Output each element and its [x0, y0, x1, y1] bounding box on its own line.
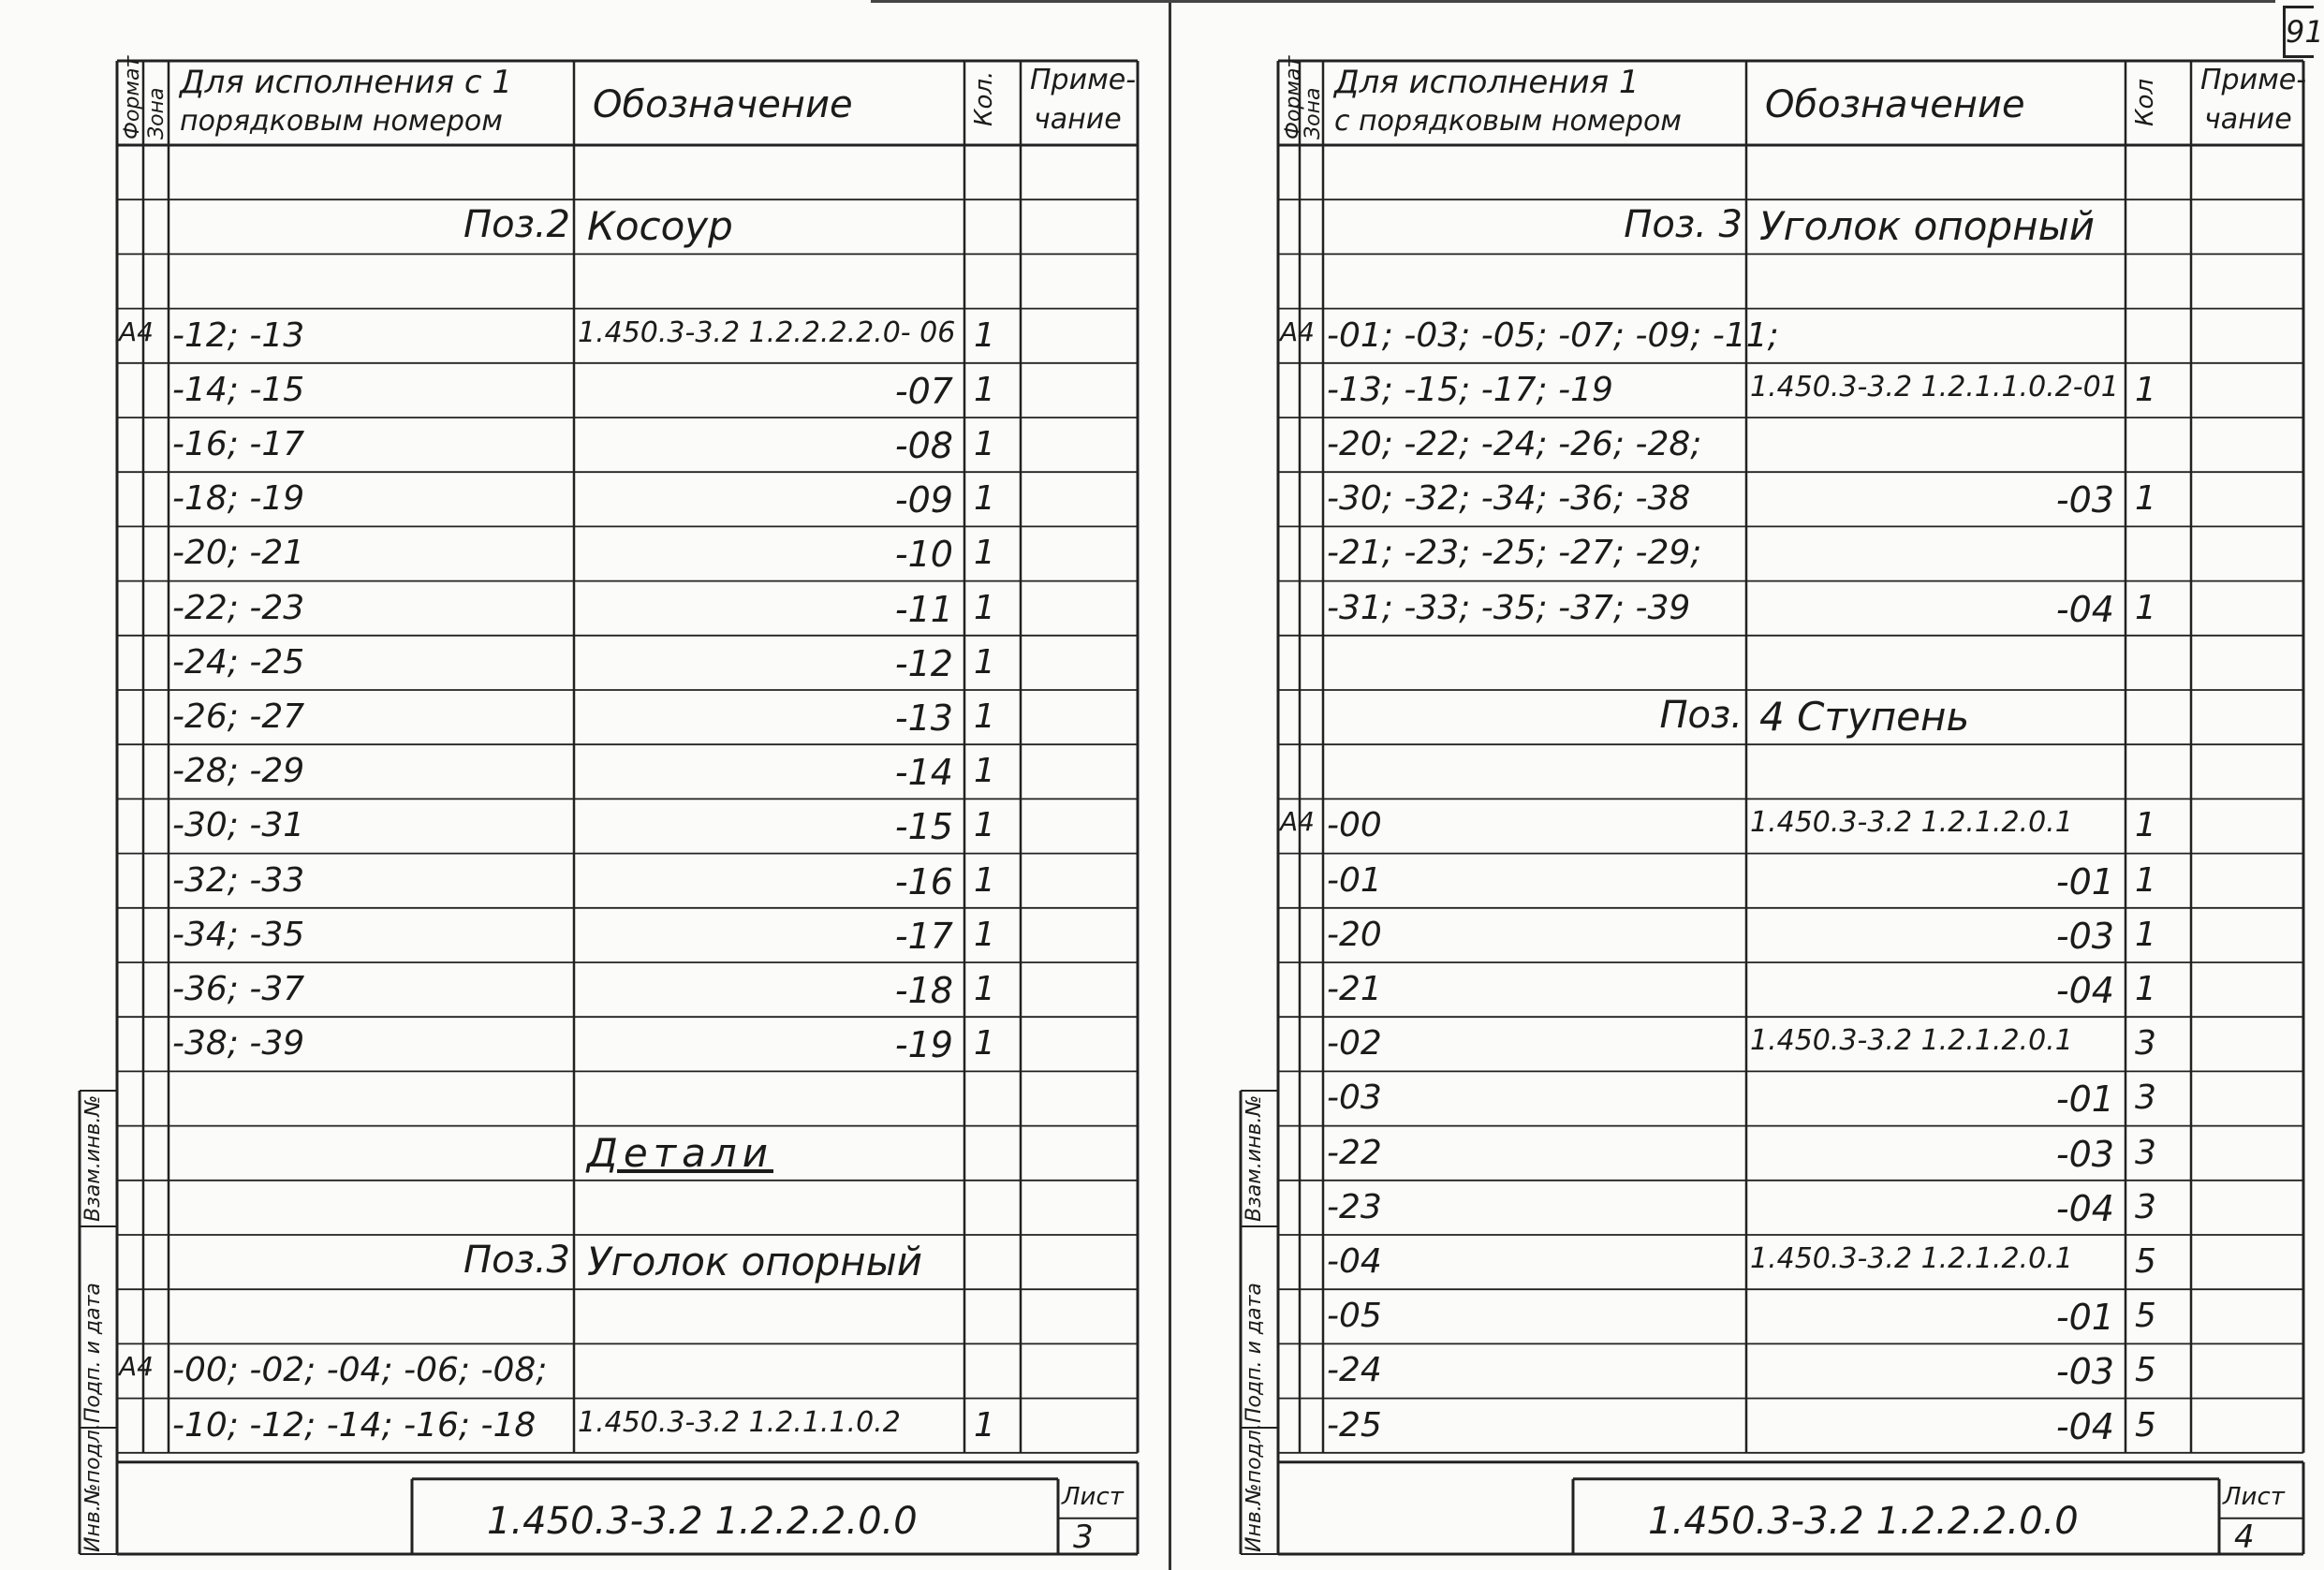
- row-designation: 1.450.3-3.2 1.2.1.2.0.1: [1750, 806, 2073, 840]
- header-variant-line1: Для исполнения 1: [1334, 64, 1640, 101]
- header-zone: Зона: [1302, 87, 1325, 139]
- header-note-line2: чание: [1034, 103, 1122, 136]
- row-variant: -20; -22; -24; -26; -28;: [1327, 425, 1702, 463]
- row-designation: -01: [2055, 1078, 2114, 1121]
- left-sheet: [51, 0, 1147, 1570]
- row-variant: -00; -02; -04; -06; -08;: [172, 1351, 548, 1390]
- row-qty: 1: [974, 588, 995, 627]
- row-variant: -25: [1327, 1405, 1382, 1445]
- row-qty: 1: [2135, 479, 2156, 519]
- row-qty: 1: [2135, 860, 2156, 900]
- row-variant: -04: [1327, 1242, 1382, 1281]
- row-designation: -13: [894, 697, 953, 739]
- row-variant: -38; -39: [172, 1024, 305, 1064]
- row-variant: -30; -31: [172, 806, 305, 845]
- row-designation: -11: [894, 588, 953, 630]
- row-qty: 1: [974, 534, 995, 573]
- stamp-doc-number: 1.450.3-3.2 1.2.2.2.0.0: [1648, 1499, 2079, 1543]
- row-qty: 5: [2135, 1405, 2156, 1445]
- row-variant: -21: [1327, 970, 1382, 1008]
- row-qty: 1: [974, 370, 995, 409]
- row-variant: -00: [1327, 806, 1382, 845]
- row-designation: -03: [2055, 915, 2114, 957]
- row-qty: 1: [2135, 915, 2156, 954]
- stamp-sheet-number: 3: [1073, 1518, 1094, 1556]
- row-designation: 1.450.3-3.2 1.2.1.1.0.2-01: [1750, 370, 2119, 404]
- side-label-sign-date: Подп. и дата: [81, 1283, 105, 1423]
- header-note-line1: Приме-: [2200, 64, 2307, 96]
- header-format: Формат: [1282, 55, 1305, 139]
- stamp-sheet-label: Лист: [1062, 1482, 1124, 1511]
- side-label-sign-date: Подп. и дата: [1243, 1283, 1266, 1423]
- row-designation: -04: [2055, 970, 2114, 1011]
- row-designation: 1.450.3-3.2 1.2.1.2.0.1: [1750, 1024, 2073, 1058]
- row-variant: -30; -32; -34; -36; -38: [1327, 479, 1691, 519]
- row-designation: 1.450.3-3.2 1.2.2.2.2.0- 06: [578, 315, 956, 349]
- side-label-replace-inv: Взам.инв.№: [81, 1094, 105, 1222]
- row-section-title: Детали: [587, 1129, 773, 1176]
- row-qty: 1: [974, 1405, 995, 1445]
- row-qty: 1: [974, 479, 995, 519]
- row-variant: -23: [1327, 1187, 1382, 1226]
- row-format: А4: [119, 315, 154, 347]
- row-designation: -03: [2055, 479, 2114, 521]
- row-variant: -22: [1327, 1133, 1382, 1172]
- row-qty: 1: [974, 860, 995, 900]
- row-variant: -01: [1327, 860, 1382, 900]
- row-designation: -03: [2055, 1351, 2114, 1393]
- row-section-title: Уголок опорный: [587, 1239, 923, 1284]
- side-label-replace-inv: Взам.инв.№: [1243, 1094, 1266, 1222]
- row-designation: -01: [2055, 1297, 2114, 1339]
- center-divider: [1169, 0, 1171, 1570]
- row-variant: -22; -23: [172, 588, 305, 627]
- row-qty: 3: [2135, 1078, 2156, 1118]
- row-qty: 5: [2135, 1297, 2156, 1336]
- row-variant: -14; -15: [172, 370, 305, 409]
- row-variant: -20; -21: [172, 534, 305, 573]
- row-position-label: Поз.2: [463, 203, 570, 247]
- row-qty: 3: [2135, 1133, 2156, 1172]
- row-variant: -28; -29: [172, 752, 305, 791]
- header-format: Формат: [121, 55, 144, 139]
- stamp-sheet-label: Лист: [2223, 1482, 2285, 1511]
- row-qty: 1: [974, 915, 995, 954]
- row-designation: -18: [894, 970, 953, 1011]
- right-sheet: [1203, 0, 2308, 1570]
- row-qty: 1: [974, 315, 995, 355]
- row-designation: -01: [2055, 860, 2114, 902]
- row-format: А4: [1280, 806, 1315, 838]
- row-qty: 1: [2135, 970, 2156, 1008]
- row-qty: 1: [2135, 806, 2156, 845]
- header-note-line2: чание: [2204, 103, 2292, 136]
- row-position-label: Поз.: [1659, 694, 1743, 737]
- header-variant-line1: Для исполнения с 1: [180, 64, 512, 101]
- row-designation: -04: [2055, 1187, 2114, 1229]
- header-note-line1: Приме-: [1030, 64, 1137, 96]
- stamp-sheet-number: 4: [2234, 1518, 2255, 1556]
- row-format: А4: [1280, 315, 1315, 347]
- row-designation: -16: [894, 860, 953, 902]
- row-variant: -20: [1327, 915, 1382, 954]
- row-designation: -12: [894, 642, 953, 684]
- row-designation: -04: [2055, 1405, 2114, 1447]
- row-variant: -26; -27: [172, 697, 305, 736]
- row-qty: 1: [974, 642, 995, 682]
- row-variant: -31; -33; -35; -37; -39: [1327, 588, 1691, 627]
- header-zone: Зона: [145, 87, 169, 139]
- row-designation: -03: [2055, 1133, 2114, 1175]
- row-variant: -24; -25: [172, 642, 305, 682]
- row-designation: -04: [2055, 588, 2114, 630]
- row-designation: -15: [894, 806, 953, 848]
- header-qty: Кол: [2131, 79, 2159, 126]
- row-variant: -13; -15; -17; -19: [1327, 370, 1613, 409]
- side-label-inv: Инв.№подл.: [1243, 1423, 1266, 1552]
- row-variant: -18; -19: [172, 479, 305, 519]
- row-qty: 5: [2135, 1242, 2156, 1281]
- header-qty: Кол.: [970, 70, 998, 126]
- row-qty: 1: [974, 425, 995, 463]
- row-section-title: 4 Ступень: [1759, 694, 1970, 740]
- row-designation: -07: [894, 370, 953, 412]
- row-variant: -24: [1327, 1351, 1382, 1390]
- row-position-label: Поз.3: [463, 1239, 570, 1282]
- row-qty: 3: [2135, 1024, 2156, 1064]
- row-qty: 1: [974, 697, 995, 736]
- row-designation: -19: [894, 1024, 953, 1066]
- row-variant: -12; -13: [172, 315, 305, 355]
- row-qty: 1: [974, 1024, 995, 1064]
- row-qty: 1: [974, 970, 995, 1008]
- row-designation: -09: [894, 479, 953, 521]
- row-variant: -10; -12; -14; -16; -18: [172, 1405, 537, 1445]
- row-variant: -21; -23; -25; -27; -29;: [1327, 534, 1702, 573]
- row-position-label: Поз. 3: [1624, 203, 1743, 247]
- row-variant: -05: [1327, 1297, 1382, 1336]
- side-label-inv: Инв.№подл.: [81, 1423, 105, 1552]
- row-variant: -32; -33: [172, 860, 305, 900]
- header-variant-line2: порядковым номером: [180, 105, 503, 138]
- row-designation: -17: [894, 915, 953, 957]
- row-qty: 1: [2135, 370, 2156, 409]
- row-qty: 3: [2135, 1187, 2156, 1226]
- row-designation: -14: [894, 752, 953, 794]
- row-qty: 1: [2135, 588, 2156, 627]
- header-variant-line2: с порядковым номером: [1334, 105, 1682, 138]
- row-designation: -08: [894, 425, 953, 466]
- top-frame-line: [871, 0, 2275, 3]
- row-variant: -03: [1327, 1078, 1382, 1118]
- row-section-title: Уголок опорный: [1759, 203, 2096, 250]
- row-qty: 1: [974, 806, 995, 845]
- row-variant: -16; -17: [172, 425, 305, 463]
- row-designation: 1.450.3-3.2 1.2.1.2.0.1: [1750, 1242, 2073, 1275]
- row-variant: -34; -35: [172, 915, 305, 954]
- row-designation: -10: [894, 534, 953, 576]
- row-format: А4: [119, 1351, 154, 1383]
- row-designation: 1.450.3-3.2 1.2.1.1.0.2: [578, 1405, 901, 1439]
- row-qty: 5: [2135, 1351, 2156, 1390]
- row-qty: 1: [974, 752, 995, 791]
- header-designation: Обозначение: [1765, 83, 2025, 126]
- row-variant: -36; -37: [172, 970, 305, 1008]
- row-section-title: Косоур: [587, 203, 733, 250]
- page-marker: 91: [2283, 6, 2314, 58]
- header-designation: Обозначение: [593, 83, 853, 126]
- row-variant: -01; -03; -05; -07; -09; -11;: [1327, 315, 1779, 355]
- row-variant: -02: [1327, 1024, 1382, 1064]
- stamp-doc-number: 1.450.3-3.2 1.2.2.2.0.0: [487, 1499, 918, 1543]
